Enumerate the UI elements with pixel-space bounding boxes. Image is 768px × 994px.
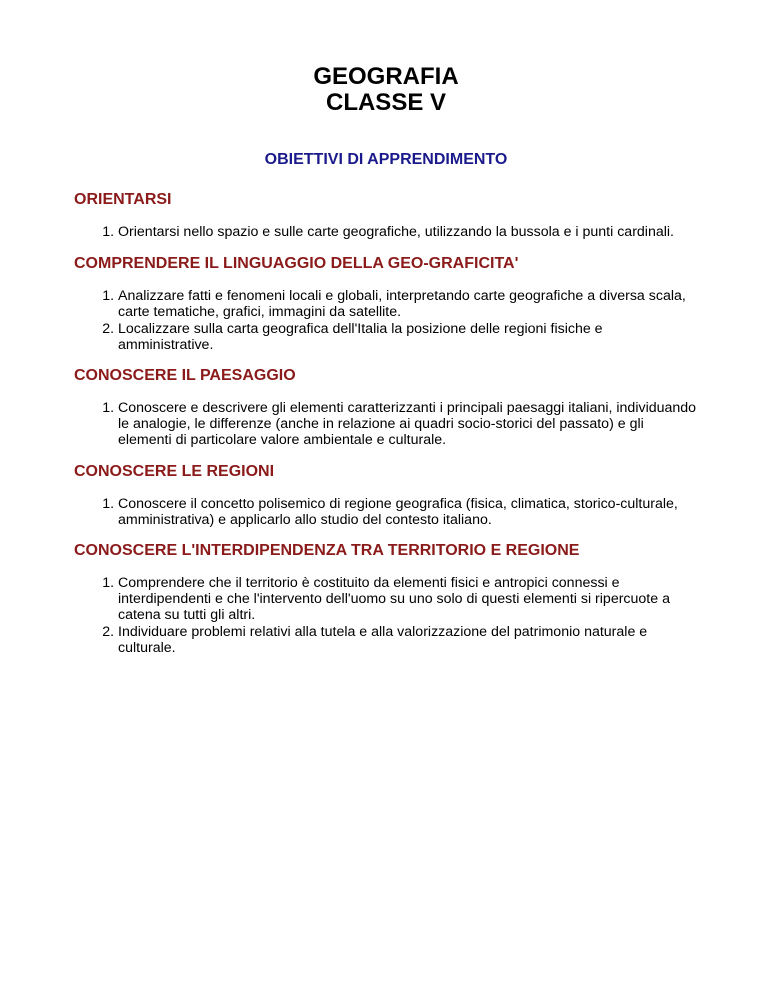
section-regioni — [74, 462, 698, 528]
section-title: ORIENTARSI — [74, 191, 172, 208]
objective-list — [74, 575, 698, 656]
list-item: 2. Individuare problemi relativi alla tutela e alla valorizzazione del patrimonio naturale e culturale. — [118, 624, 698, 656]
section-interdipendenza — [74, 541, 698, 656]
section-title: CONOSCERE IL PAESAGGIO — [74, 367, 296, 385]
title-class: CLASSE V — [325, 89, 447, 116]
section-title: CONOSCERE L'INTERDIPENDENZA TRA TERRITORIO E REGIONE — [74, 542, 580, 560]
document-title — [74, 64, 698, 116]
objective-list — [74, 224, 698, 240]
objective-list — [74, 400, 698, 449]
section-title: CONOSCERE LE REGIONI — [74, 462, 275, 480]
section-orientarsi — [74, 190, 698, 240]
list-item: 1. Conoscere e descrivere gli elementi caratterizzanti i principali paesaggi italiani, individuando le analogie, le differenze (anche in relazione ai quadri socio-storici del passato) e gli elementi di particolare valore ambientale e culturale. — [118, 400, 698, 449]
objective-list — [74, 288, 698, 353]
list-item: 2. Localizzare sulla carta geografica dell'Italia la posizione delle regioni fisiche e amministrative. — [118, 321, 698, 353]
list-item: 1. Comprendere che il territorio è costituito da elementi fisici e antropici connessi e interdipendenti e che l'intervento dell'uomo su uno solo di questi elementi si ripercuote a catena su tutti gli altri. — [118, 575, 698, 624]
list-item: 1. Analizzare fatti e fenomeni locali e globali, interpretando carte geografiche a diversa scala, carte tematiche, grafici, immagini da satellite. — [118, 288, 698, 320]
section-title: COMPRENDERE IL LINGUAGGIO DELLA GEO-GRAFICITA' — [74, 255, 519, 273]
section-linguaggio — [74, 254, 698, 353]
section-paesaggio — [74, 366, 698, 449]
list-item: 1. Conoscere il concetto polisemico di regione geografica (fisica, climatica, storico-culturale, amministrativa) e applicarlo allo studio del contesto italiano. — [118, 496, 698, 528]
objectives-heading: OBIETTIVI DI APPRENDIMENTO — [264, 151, 508, 168]
objective-list — [74, 496, 698, 528]
title-subject: GEOGRAFIA — [313, 63, 459, 90]
list-item: 1. Orientarsi nello spazio e sulle carte geografiche, utilizzando la bussola e i punti cardinali. — [118, 224, 698, 240]
